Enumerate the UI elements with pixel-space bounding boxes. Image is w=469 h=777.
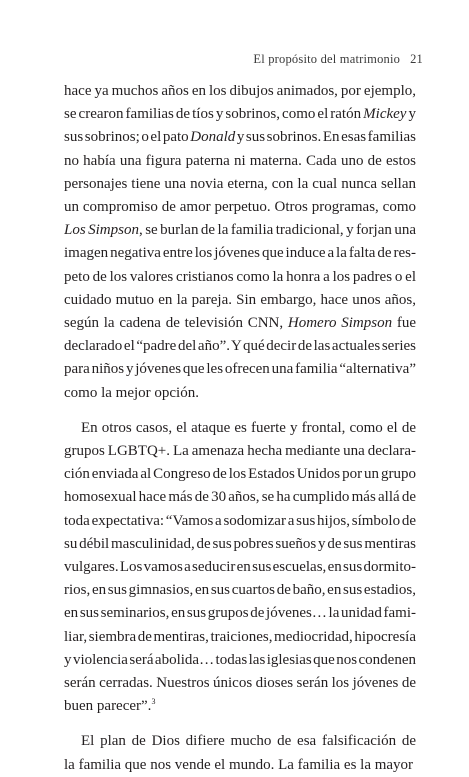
text-line <box>64 417 416 440</box>
text-line <box>64 312 416 335</box>
text-line <box>64 463 416 486</box>
text-run: como la mejor opción. <box>64 384 199 401</box>
paragraph <box>64 417 416 719</box>
text-line <box>64 695 416 718</box>
text-line <box>64 289 416 312</box>
text-run: liar, siembra de mentiras, traiciones, mediocridad, hipocresía <box>64 628 416 645</box>
paragraph <box>64 730 416 776</box>
italic-text: Homero Simpson <box>287 315 393 332</box>
text-run: homosexual hace más de 30 años, se ha cumplido más allá de <box>64 489 416 506</box>
text-line <box>64 533 416 556</box>
text-run: cuidado mutuo en la pareja. Sin embargo, hace unos años, <box>64 291 416 308</box>
text-run: En otros casos, el ataque es fuerte y frontal, como el de <box>81 419 416 436</box>
text-run: El plan de Dios difiere mucho de esa falsificación de <box>81 733 416 750</box>
text-run: para niños y jóvenes que les ofrecen una familia “alternativa” <box>64 361 416 378</box>
text-run: declarado el “padre del año”. Y qué decir de las actuales series <box>64 338 416 355</box>
body-text <box>64 80 416 777</box>
text-run: un compromiso de amor perpetuo. Otros programas, como <box>64 199 416 216</box>
text-run: ción enviada al Congreso de los Estados Unidos por un grupo <box>64 466 416 483</box>
text-run: imagen negativa entre los jóvenes que induce a la falta de res- <box>64 245 416 262</box>
text-line <box>64 126 416 149</box>
italic-text: Donald <box>190 129 236 146</box>
text-line <box>64 754 416 777</box>
text-run: buen parecer”. <box>64 698 152 715</box>
text-line <box>64 150 416 173</box>
text-run: no había una figura paterna ni materna. Cada uno de estos <box>64 152 416 169</box>
text-run: , se burlan de la familia tradicional, y forjan una <box>138 222 416 239</box>
running-title: El propósito del matrimonio <box>253 52 401 66</box>
text-run: según la cadena de televisión CNN, <box>64 315 288 332</box>
paragraph <box>64 80 416 405</box>
italic-text: Los Simpson <box>64 222 139 239</box>
text-line <box>64 556 416 579</box>
text-run: fue <box>392 315 416 332</box>
text-run: peto de los valores cristianos como la honra a los padres o el <box>64 268 416 285</box>
text-run: rios, en sus gimnasios, en sus cuartos de baño, en sus estadios, <box>64 582 416 599</box>
text-line <box>64 672 416 695</box>
text-line <box>64 196 416 219</box>
text-line <box>64 649 416 672</box>
text-run: toda expectativa: “Vamos a sodomizar a sus hijos, símbolo de <box>64 512 416 529</box>
text-run: y <box>406 106 416 123</box>
italic-text: Mickey <box>363 106 407 123</box>
text-run: y sus sobrinos. En esas familias <box>235 129 416 146</box>
footnote-marker: 3 <box>151 697 156 707</box>
text-line <box>64 358 416 381</box>
text-run: vulgares. Los vamos a seducir en sus escuelas, en sus dormito- <box>64 559 416 576</box>
text-run: hace ya muchos años en los dibujos animados, por ejemplo, <box>64 83 416 99</box>
text-line <box>64 266 416 289</box>
text-run: la familia que nos vende el mundo. La familia es la mayor <box>64 756 414 773</box>
text-run: su débil masculinidad, de sus pobres sueños y de sus mentiras <box>64 535 416 552</box>
text-line <box>64 382 416 405</box>
text-run: grupos LGBTQ+. La amenaza hecha mediante una declara- <box>64 443 416 460</box>
text-line <box>64 730 416 753</box>
text-run: serán cerradas. Nuestros únicos dioses serán los jóvenes de <box>64 675 416 692</box>
text-run: sus sobrinos; o el pato <box>64 129 191 146</box>
text-line <box>64 510 416 533</box>
text-line <box>64 173 416 196</box>
running-header <box>253 52 423 67</box>
text-line <box>64 103 416 126</box>
text-line <box>64 626 416 649</box>
text-run: se crearon familias de tíos y sobrinos, como el ratón <box>64 106 364 123</box>
text-line <box>64 242 416 265</box>
text-line <box>64 486 416 509</box>
text-line <box>64 579 416 602</box>
text-line <box>64 335 416 358</box>
text-run: y violencia será abolida… todas las iglesias que nos condenen <box>64 651 416 668</box>
text-line <box>64 80 416 103</box>
text-run: personajes tiene una novia eterna, con la cual nunca sellan <box>64 175 416 192</box>
page-number: 21 <box>410 52 423 66</box>
text-run: en sus seminarios, en sus grupos de jóvenes… la unidad fami- <box>64 605 416 622</box>
text-line <box>64 440 416 463</box>
text-line <box>64 219 416 242</box>
text-line <box>64 602 416 625</box>
